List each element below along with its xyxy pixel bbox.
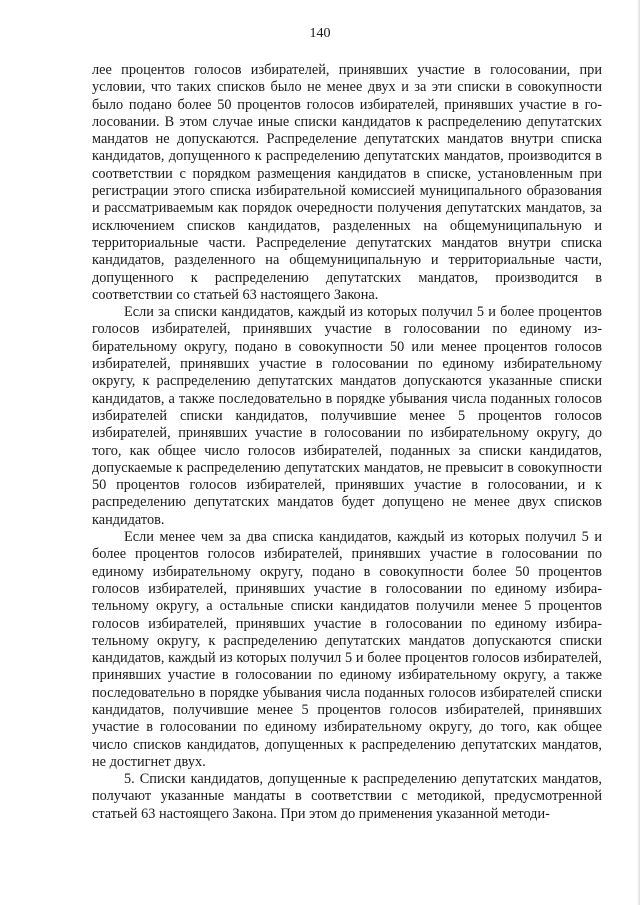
document-body	[92, 62, 602, 823]
paragraph-lists-50-or-less: Если за списки кандидатов, каждый из которых получил 5 и более процентов голосов избирателей, принявших участие в голосовании по единому избирательному округу, подано в совокупности 50 или менее процентов голосов избирателей, принявших участие в голосовании по единому избирательному округу, к распределению депутатских мандатов допускаются указанные списки кандидатов, а также последовательно в порядке убывания числа поданных голосов избирателей списки кандидатов, получившие менее 5 процентов голосов избирателей, принявших участие в голосовании по избирательному округу, до того, как общее число голосов избирателей, поданных за списки кандидатов, допускаемые к распределению депутатских мандатов, не превысит в совокупности 50 процентов голосов избирателей, принявших участие в голосовании, и к распределению депутатских мандатов будет допущено не менее двух списков кандидатов.	[92, 304, 602, 528]
paragraph-continuation: лее процентов голосов избирателей, принявших участие в голосовании, при условии, что таких списков было не менее двух и за эти списки в совокупности было подано более 50 процентов голосов избирателей, принявших участие в голосовании. В этом случае иные списки кандидатов к распределению депутатских мандатов не допускаются. Распределение депутатских мандатов внутри списка кандидатов, допущенного к распределению депутатских мандатов, производится в соответствии с порядком размещения кандидатов в списке, установленным при регистрации этого списка избирательной комиссией муниципального образования и рассматриваемым как порядок очередности получения депутатских мандатов, за исключением списков кандидатов, разделенных на общемуниципальную и территориальные части. Распределение депутатских мандатов внутри списка кандидатов, разделенного на общемуниципальную и территориальные части, допущенного к распределению депутатских мандатов, производится в соответствии со статьей 63 настоящего Закона.	[92, 62, 602, 303]
page-number: 140	[309, 26, 331, 41]
paragraph-lists-fewer-than-two: Если менее чем за два списка кандидатов, каждый из которых получил 5 и более процентов голосов избирателей, принявших участие в голосовании по единому избирательному округу, подано в совокупности более 50 процентов голосов избирателей, принявших участие в голосовании по единому избирательному округу, а остальные списки кандидатов получили менее 5 процентов голосов избирателей, принявших участие в голосовании по единому избирательному округу, к распределению депутатских мандатов допускаются списки кандидатов, каждый из которых получил 5 и более процентов голосов избирателей, принявших участие в голосовании по единому избирательному округу, а также последовательно в порядке убывания числа поданных голосов избирателей списки кандидатов, получившие менее 5 процентов голосов избирателей, принявших участие в голосовании по единому избирательному округу, до того, как общее число списков кандидатов, допущенных к распределению депутатских мандатов, не достигнет двух.	[92, 529, 602, 770]
paragraph-item-5: 5. Списки кандидатов, допущенные к распределению депутатских мандатов, получают указанные мандаты в соответствии с методикой, предусмотренной статьей 63 настоящего Закона. При этом до применения указанной методи-	[92, 771, 602, 822]
